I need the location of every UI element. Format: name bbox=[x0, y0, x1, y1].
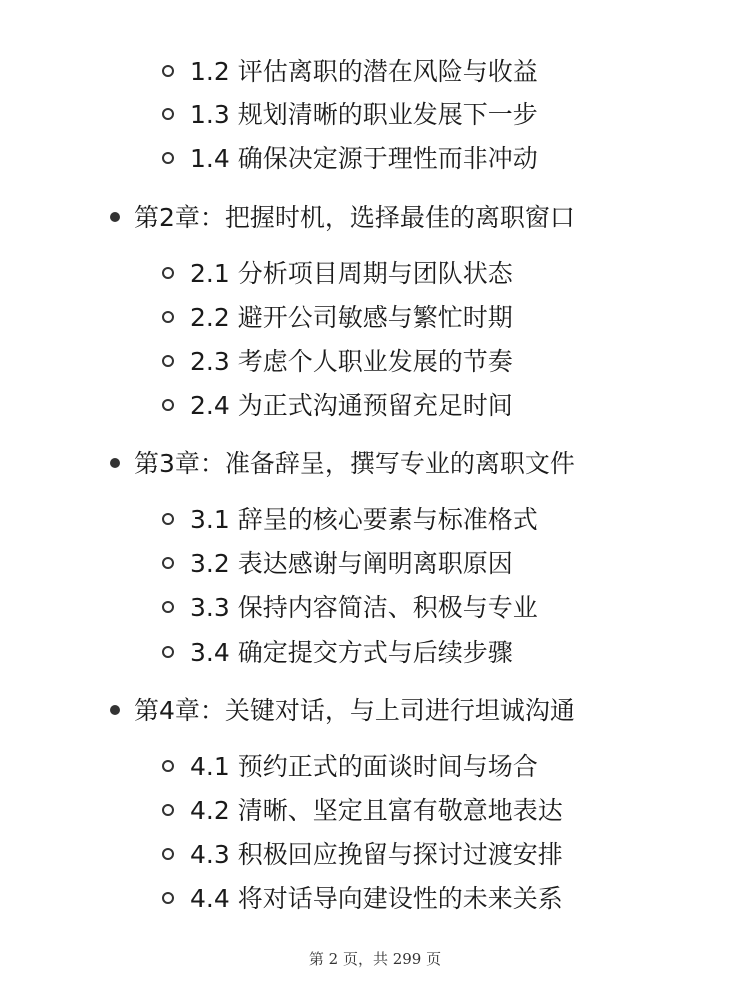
toc-chapter-label: 第2章：把握时机，选择最佳的离职窗口 bbox=[134, 203, 575, 232]
toc-subitem-label: 1.4 确保决定源于理性而非冲动 bbox=[190, 144, 538, 173]
toc-subitem-label: 2.4 为正式沟通预留充足时间 bbox=[190, 391, 513, 420]
hollow-bullet-icon bbox=[162, 267, 174, 279]
hollow-bullet-icon bbox=[162, 848, 174, 860]
toc-subitem-label: 3.3 保持内容简洁、积极与专业 bbox=[190, 593, 538, 622]
toc-subitem-label: 2.1 分析项目周期与团队状态 bbox=[190, 259, 513, 288]
hollow-bullet-icon bbox=[162, 152, 174, 164]
toc-subitem bbox=[162, 877, 563, 921]
page-number-text: 第 2 页，共 299 页 bbox=[308, 950, 442, 968]
toc-subitem bbox=[162, 252, 513, 296]
toc-subitem bbox=[162, 137, 538, 181]
hollow-bullet-icon bbox=[162, 760, 174, 772]
toc-subitem bbox=[162, 498, 538, 542]
solid-bullet-icon bbox=[110, 212, 120, 222]
toc-chapter bbox=[110, 442, 575, 486]
toc-chapter-label: 第4章：关键对话，与上司进行坦诚沟通 bbox=[134, 696, 575, 725]
hollow-bullet-icon bbox=[162, 804, 174, 816]
page-footer bbox=[0, 948, 750, 969]
toc-chapter bbox=[110, 689, 575, 733]
solid-bullet-icon bbox=[110, 705, 120, 715]
toc-subitem-label: 4.4 将对话导向建设性的未来关系 bbox=[190, 884, 563, 913]
toc-subitem-label: 1.3 规划清晰的职业发展下一步 bbox=[190, 100, 538, 129]
hollow-bullet-icon bbox=[162, 399, 174, 411]
toc-chapter bbox=[110, 196, 575, 240]
toc-subitem-label: 3.4 确定提交方式与后续步骤 bbox=[190, 638, 513, 667]
toc-subitem bbox=[162, 296, 513, 340]
toc-subitem bbox=[162, 833, 563, 877]
toc-subitem bbox=[162, 93, 538, 137]
toc-subitem-label: 3.1 辞呈的核心要素与标准格式 bbox=[190, 505, 538, 534]
toc-subitem bbox=[162, 789, 563, 833]
solid-bullet-icon bbox=[110, 458, 120, 468]
toc-subitem bbox=[162, 745, 538, 789]
hollow-bullet-icon bbox=[162, 892, 174, 904]
hollow-bullet-icon bbox=[162, 65, 174, 77]
hollow-bullet-icon bbox=[162, 311, 174, 323]
toc-chapter-label: 第3章：准备辞呈，撰写专业的离职文件 bbox=[134, 449, 575, 478]
hollow-bullet-icon bbox=[162, 513, 174, 525]
hollow-bullet-icon bbox=[162, 601, 174, 613]
hollow-bullet-icon bbox=[162, 646, 174, 658]
hollow-bullet-icon bbox=[162, 108, 174, 120]
toc-subitem bbox=[162, 340, 513, 384]
toc-subitem bbox=[162, 586, 538, 630]
toc-subitem-label: 1.2 评估离职的潜在风险与收益 bbox=[190, 57, 538, 86]
toc-subitem-label: 2.3 考虑个人职业发展的节奏 bbox=[190, 347, 513, 376]
hollow-bullet-icon bbox=[162, 355, 174, 367]
toc-subitem-label: 4.1 预约正式的面谈时间与场合 bbox=[190, 752, 538, 781]
toc-subitem-label: 2.2 避开公司敏感与繁忙时期 bbox=[190, 303, 513, 332]
toc-subitem bbox=[162, 384, 513, 428]
toc-subitem-label: 3.2 表达感谢与阐明离职原因 bbox=[190, 549, 513, 578]
toc-subitem bbox=[162, 50, 538, 94]
toc-subitem bbox=[162, 631, 513, 675]
hollow-bullet-icon bbox=[162, 557, 174, 569]
toc-subitem-label: 4.3 积极回应挽留与探讨过渡安排 bbox=[190, 840, 563, 869]
toc-subitem bbox=[162, 542, 513, 586]
toc-subitem-label: 4.2 清晰、坚定且富有敬意地表达 bbox=[190, 796, 563, 825]
